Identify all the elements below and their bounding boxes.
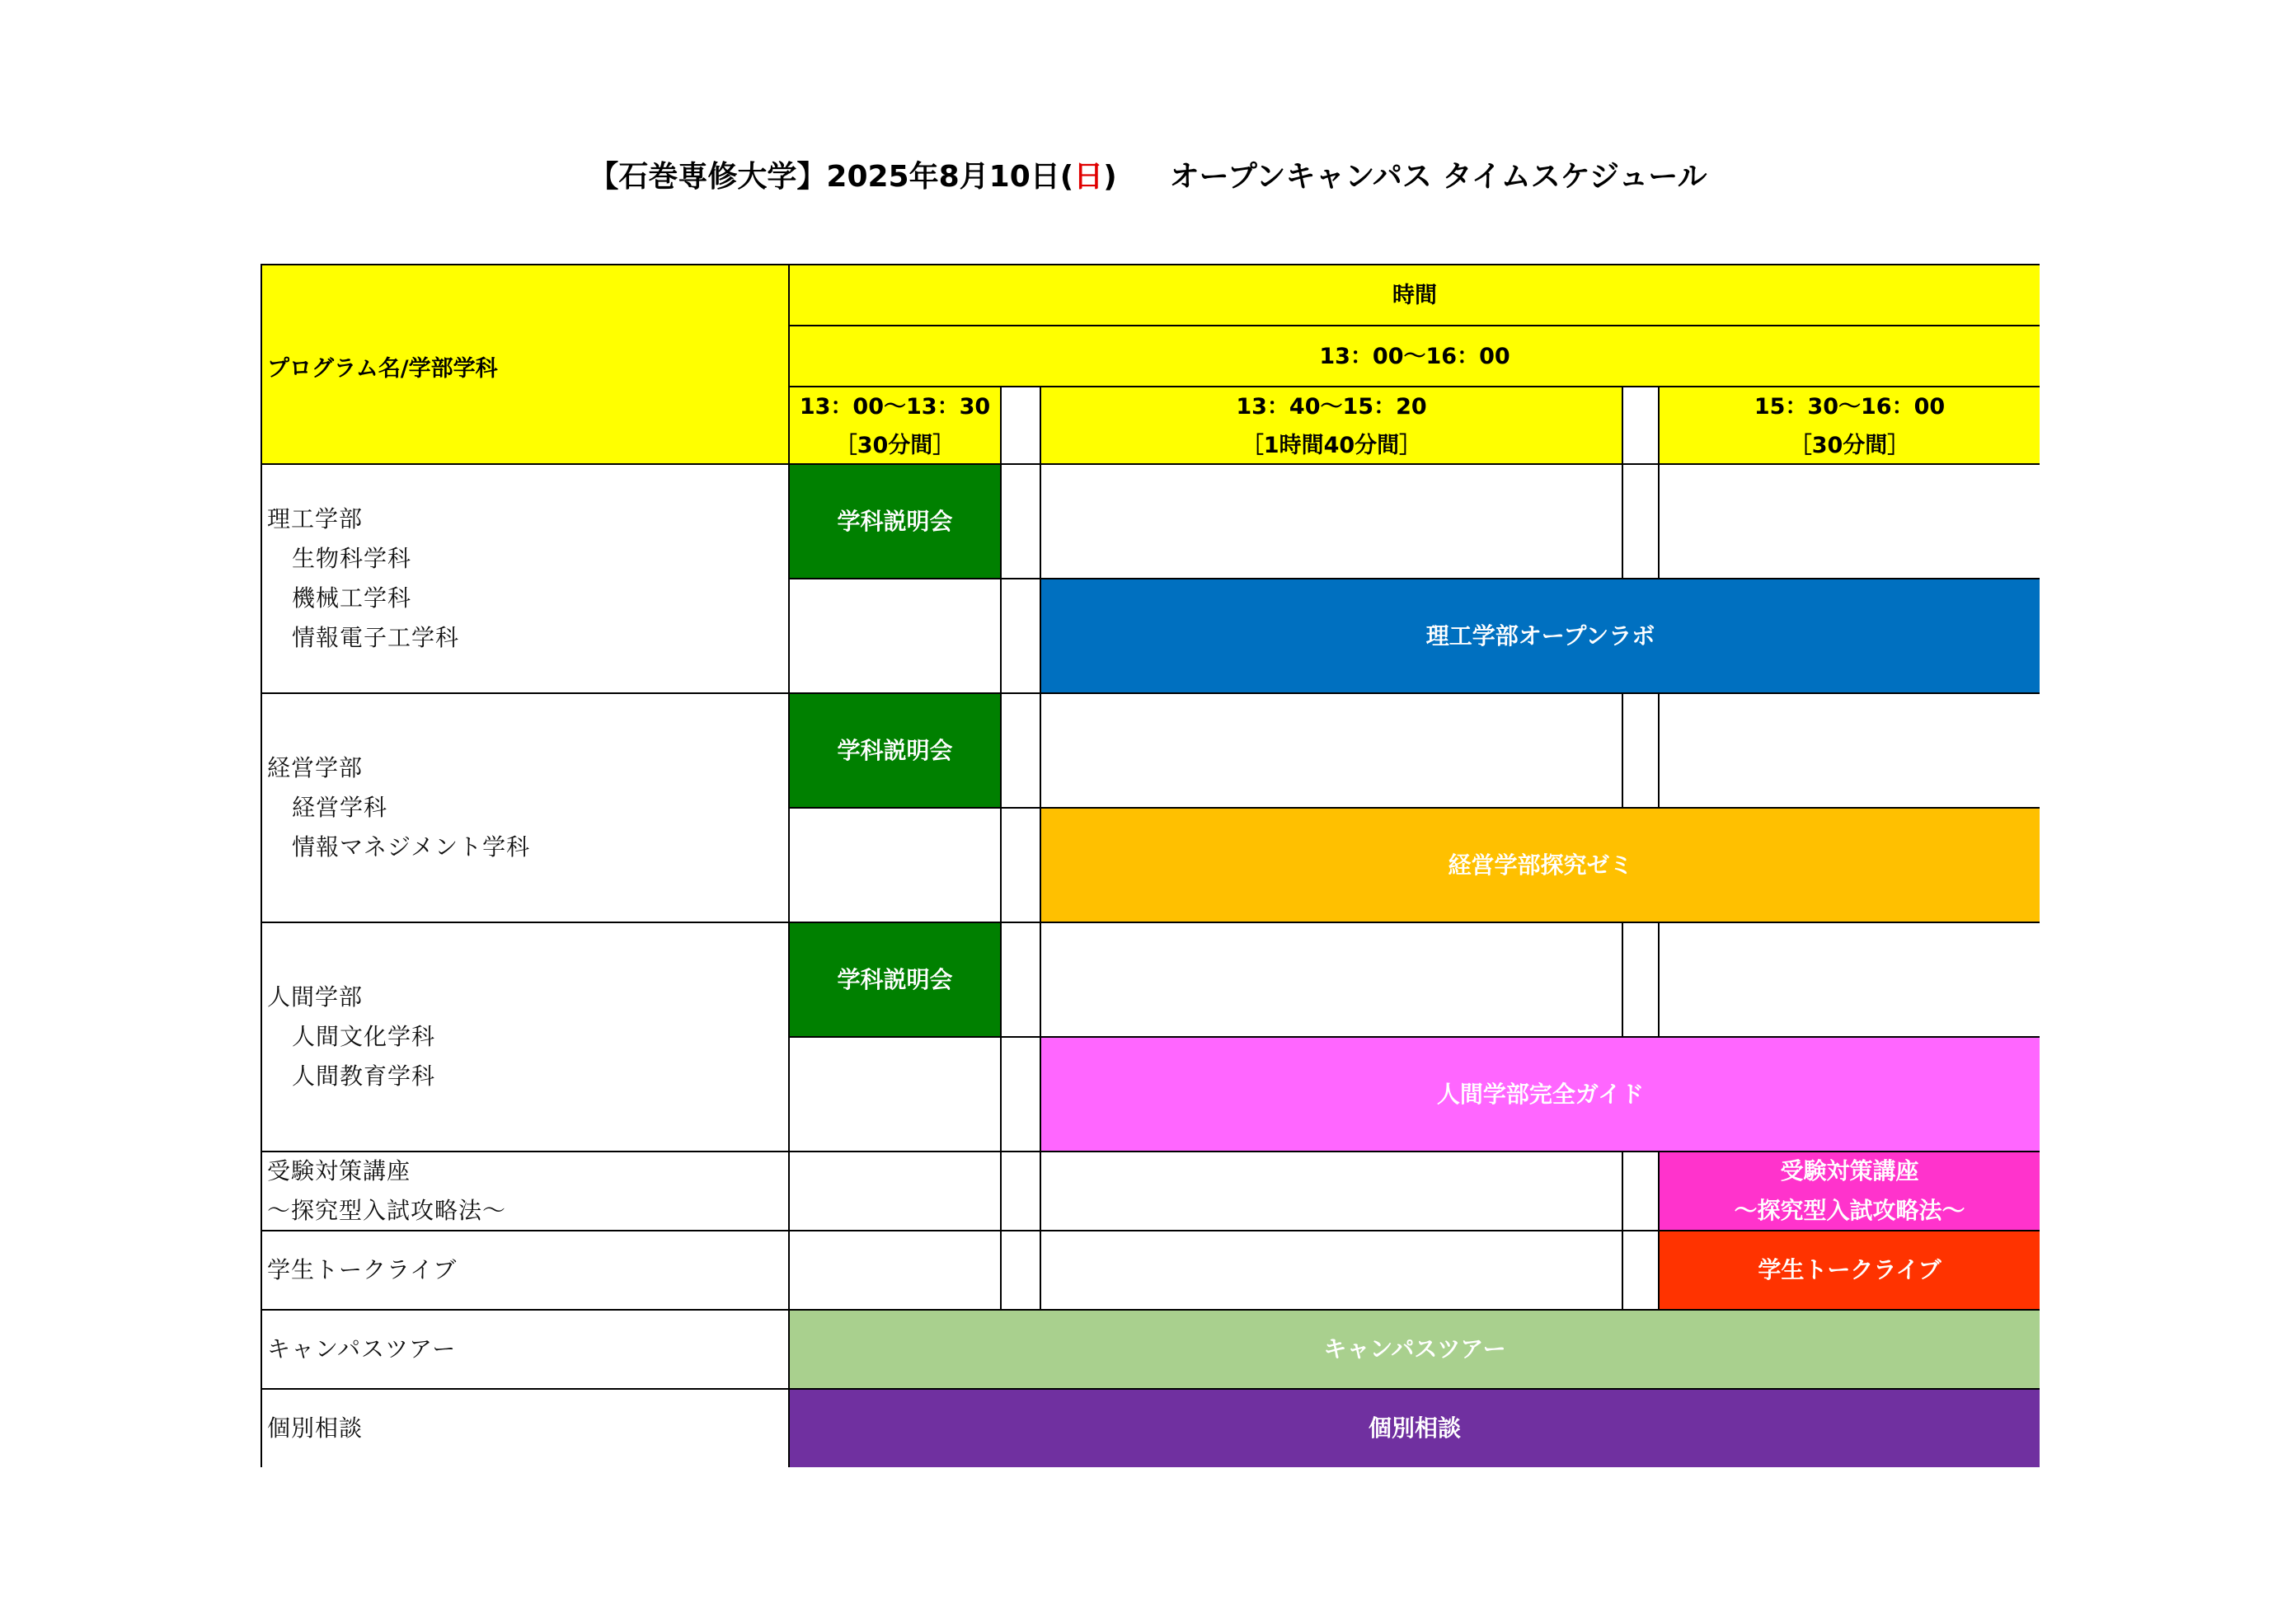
program-exam [261, 1151, 788, 1230]
event-exam-course [1658, 1151, 2040, 1230]
empty-cell [1000, 463, 1040, 578]
empty-cell [1040, 922, 1622, 1036]
title-sub: オープンキャンパス タイムスケジュール [1169, 160, 1707, 194]
empty-cell [788, 807, 1000, 922]
program-consult [261, 1388, 788, 1467]
program-department: 情報マネジメント学科 [292, 833, 531, 861]
empty-cell [1622, 463, 1658, 578]
program-line: 個別相談 [267, 1414, 364, 1442]
event-label: キャンパスツアー [1323, 1335, 1506, 1363]
program-talk [261, 1230, 788, 1309]
empty-cell [1622, 1230, 1658, 1309]
empty-cell [1040, 692, 1622, 807]
program-line: キャンパスツアー [267, 1335, 457, 1363]
schedule-table [261, 264, 2040, 1467]
empty-cell [1000, 922, 1040, 1036]
program-line: 〜探究型入試攻略法〜 [267, 1197, 507, 1224]
slot-header-1 [788, 386, 1000, 463]
program-faculty: 人間学部 [267, 983, 364, 1011]
slot-time: 13：00〜13：30 [799, 394, 991, 420]
event-label: 経営学部探究ゼミ [1448, 851, 1633, 879]
title-day: 日 [1073, 160, 1104, 194]
program-department: 人間教育学科 [292, 1062, 436, 1090]
gap-header [1000, 386, 1040, 463]
event-label: 人間学部完全ガイド [1436, 1080, 1645, 1108]
program-faculty: 理工学部 [267, 505, 364, 532]
event-consultation [788, 1388, 2040, 1467]
event-label: 学生トークライブ [1758, 1256, 1942, 1283]
event-business-briefing [788, 692, 1000, 807]
program-department: 情報電子工学科 [292, 624, 460, 651]
gap-header [1622, 386, 1658, 463]
event-label: 受験対策講座 [1780, 1157, 1919, 1184]
program-line: 受験対策講座 [267, 1157, 411, 1184]
program-department: 人間文化学科 [292, 1023, 436, 1050]
program-faculty: 経営学部 [267, 754, 364, 781]
empty-cell [1622, 922, 1658, 1036]
empty-cell [1040, 1230, 1622, 1309]
empty-cell [788, 578, 1000, 692]
title-close: ) [1103, 160, 1117, 194]
empty-cell [788, 1230, 1000, 1309]
title-main: 【石巻専修大学】2025年8月10日( [589, 160, 1074, 194]
event-human-guide [1040, 1036, 2040, 1151]
empty-cell [1658, 922, 2040, 1036]
event-talk-live [1658, 1230, 2040, 1309]
program-human [261, 922, 788, 1151]
slot-duration: ［30分間］ [1789, 433, 1910, 458]
event-label: 理工学部オープンラボ [1425, 622, 1655, 650]
event-label: 〜探究型入試攻略法〜 [1734, 1197, 1965, 1224]
slot-duration: ［30分間］ [834, 433, 955, 458]
empty-cell [1040, 463, 1622, 578]
empty-cell [1000, 578, 1040, 692]
slot-header-3 [1658, 386, 2040, 463]
slot-header-2 [1040, 386, 1622, 463]
time-header [788, 264, 2040, 325]
empty-cell [788, 1036, 1000, 1151]
slot-time: 15：30〜16：00 [1754, 394, 1946, 420]
time-range-header [788, 325, 2040, 386]
empty-cell [788, 1151, 1000, 1230]
event-label: 学科説明会 [837, 736, 953, 764]
empty-cell [1000, 1036, 1040, 1151]
event-label: 学科説明会 [837, 507, 953, 535]
program-header [261, 264, 788, 463]
program-tour [261, 1309, 788, 1388]
event-campus-tour [788, 1309, 2040, 1388]
empty-cell [1622, 1151, 1658, 1230]
event-label: 学科説明会 [837, 965, 953, 993]
empty-cell [1622, 692, 1658, 807]
event-human-briefing [788, 922, 1000, 1036]
empty-cell [1658, 463, 2040, 578]
slot-time: 13：40〜15：20 [1236, 394, 1427, 420]
event-business-seminar [1040, 807, 2040, 922]
program-department: 生物科学科 [292, 545, 412, 572]
time-range-label: 13：00〜16：00 [1319, 343, 1510, 369]
program-business [261, 692, 788, 922]
empty-cell [1000, 1151, 1040, 1230]
program-department: 機械工学科 [292, 584, 412, 612]
empty-cell [1000, 692, 1040, 807]
empty-cell [1658, 692, 2040, 807]
slot-duration: ［1時間40分間］ [1241, 433, 1422, 458]
event-science-briefing [788, 463, 1000, 578]
time-header-label: 時間 [1392, 282, 1437, 308]
empty-cell [1040, 1151, 1622, 1230]
program-header-label: プログラム名/学部学科 [267, 355, 498, 382]
program-department: 経営学科 [292, 794, 388, 821]
event-label: 個別相談 [1368, 1414, 1461, 1442]
program-science [261, 463, 788, 692]
page-title [0, 153, 2296, 195]
empty-cell [1000, 807, 1040, 922]
event-science-lab [1040, 578, 2040, 692]
program-line: 学生トークライブ [267, 1256, 458, 1283]
empty-cell [1000, 1230, 1040, 1309]
